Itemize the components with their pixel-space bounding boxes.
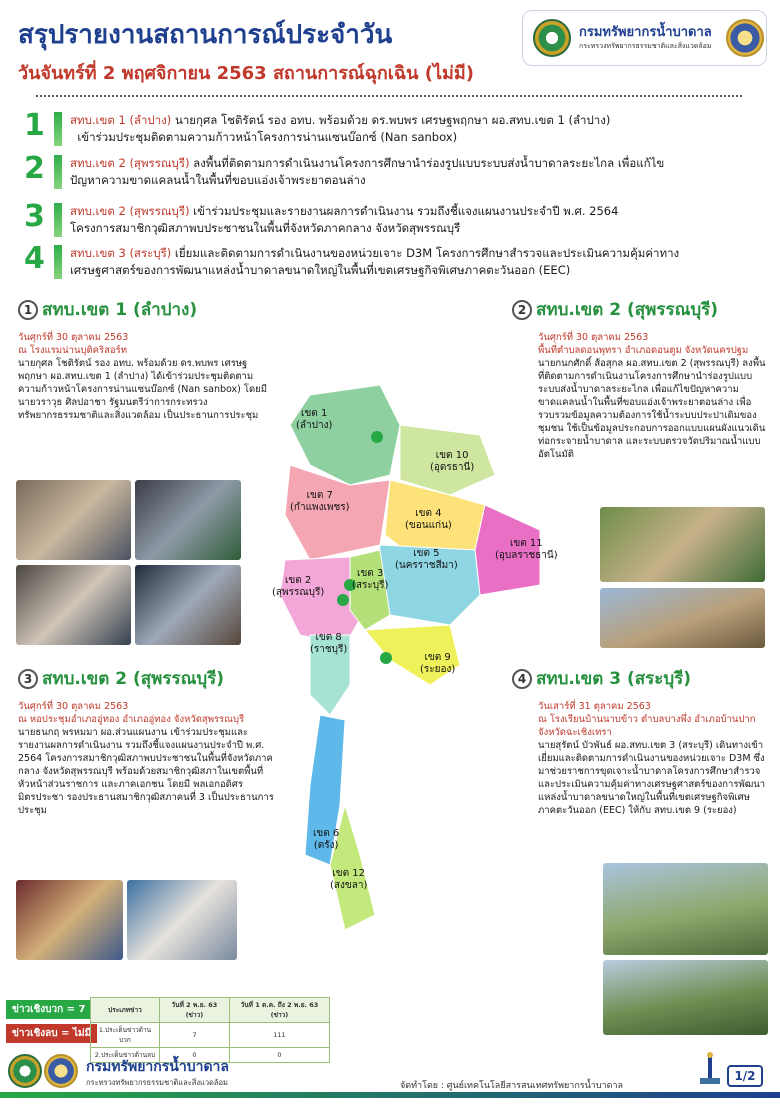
section-number-icon: 2 xyxy=(512,300,532,320)
zone-label: เขต 8 (ราชบุรี) xyxy=(310,632,348,655)
news-table xyxy=(90,997,330,1063)
section-place: ณ หอประชุมอำเภออู่ทอง อำเภออู่ทอง จังหวัดสุพรรณบุรี xyxy=(18,714,245,725)
summary-text: สทบ.เขต 3 (สระบุรี) เยี่ยมและติดตามการดำเนินงานของหน่วยเจาะ D3M โครงการศึกษาสำรวจและประเมินความคุ้มค่าทาง เศรษฐศาสตร์ของการพัฒนาแหล่งน้ำบาดาลขนาดใหญ่ในพื้นที่เขตเศรษฐกิจพิเศษภาคตะวันออก (EEC) xyxy=(70,246,680,277)
section-place: พื้นที่ตำบลดอนพุทรา อำเภอดอนตูม จังหวัดนครปฐม xyxy=(538,345,749,356)
zone-label: เขต 1 (ลำปาง) xyxy=(296,408,333,431)
zone-label: เขต 12 (สงขลา) xyxy=(330,868,368,891)
section-date: วันศุกร์ที่ 30 ตุลาคม 2563 xyxy=(18,701,129,712)
section-4 xyxy=(512,665,767,817)
summary-text: สทบ.เขต 2 (สุพรรณบุรี) ลงพื้นที่ติดตามการดำเนินงานโครงการศึกษานำร่องรูปแบบระบบส่งน้ำบาดาลระยะไกล เพื่อแก้ไข ปัญหาความขาดแคลนน้ำในพื้นที่ขอบแอ่งเจ้าพระยาตอนล่าง xyxy=(70,156,665,187)
section-body: นายกุศล โชติรัตน์ รอง อทบ. พร้อมด้วย ดร.พบพร เศรษฐพฤกษา ผอ.สทบ.เขต 1 (ลำปาง) ได้เข้าร่วมประชุมติดตามความก้าวหน้าโครงการน่านแซนบ๊อกซ์ (Nan sanbox) โดยมี นายวราวุธ ศิลปอาชา รัฐมนตรีว่าการกระทรวงทรัพยากรธรรมชาติและสิ่งแวดล้อม เป็นประธานการประชุม xyxy=(18,358,267,421)
section-place: ณ โรงเรียนบ้านนาบข้าว ตำบลบางพึ่ง อำเภอบ้านปากจังหวัดฉะเชิงเทรา xyxy=(538,714,756,738)
photo-meeting xyxy=(135,480,241,560)
zone-label: เขต 9 (ระยอง) xyxy=(420,652,456,675)
section-date: วันเสาร์ที่ 31 ตุลาคม 2563 xyxy=(538,701,651,712)
photo-site-visit xyxy=(600,588,765,648)
marker-1 xyxy=(371,431,383,443)
table-cell: 7 xyxy=(159,1023,229,1048)
photo-meeting xyxy=(16,880,123,960)
photo-meeting xyxy=(135,565,241,645)
section-2 xyxy=(512,296,767,461)
photo-meeting xyxy=(16,565,131,645)
section-1 xyxy=(18,296,268,422)
ministry-seal-icon xyxy=(726,19,764,57)
section-place: ณ โรงแรมน่านบุติคริสอร์ท xyxy=(18,345,128,356)
department-seal-icon xyxy=(8,1054,42,1088)
table-cell: 0 xyxy=(159,1048,229,1063)
photo-drilling xyxy=(603,960,768,1035)
org-logo-box xyxy=(522,10,767,66)
summary-number: 4 xyxy=(24,241,45,276)
table-header: วันที่ 2 พ.ย. 63 (ข่าว) xyxy=(159,998,229,1023)
zone-label: เขต 7 (กำแพงเพชร) xyxy=(290,490,350,513)
page-indicator: 1/2 xyxy=(727,1065,763,1087)
divider xyxy=(36,95,742,97)
marker-2 xyxy=(337,594,349,606)
section-body: นายสุรัตน์ บัวพันธ์ ผอ.สทบ.เขต 3 (สระบุรี) เดินทางเข้าเยี่ยมและติดตามการดำเนินงานของหน่วยเจาะ D3M ซึ่งมาช่วยราชการขุดเจาะน้ำบาดาลโครงการศึกษาสำรวจและประเมินความคุ้มค่าทางเศรษฐศาสตร์ของการพัฒนาแหล่งน้ำบาดาลขนาดใหญ่ในพื้นที่เขตเศรษฐกิจพิเศษภาคตะวันออก (EEC) ให้กับ สทบ.เขต 9 (ระยอง) xyxy=(538,740,766,816)
section-number-icon: 3 xyxy=(18,669,38,689)
section-date: วันศุกร์ที่ 30 ตุลาคม 2563 xyxy=(18,332,129,343)
summary-bar xyxy=(54,203,62,237)
section-body: นายธนกฤ พรหมมา ผอ.ส่วนแผนงาน เข้าร่วมประชุมและรายงานผลการดำเนินงาน รวมถึงชี้แจงแผนงานประจำปี พ.ศ. 2564 โครงการสมาชิกวุฒิสภาพบประชาชนในพื้นที่จังหวัดภาคกลาง จังหวัดสุพรรณบุรี พร้อมด้วยสมาชิกวุฒิสภาในเขตพื้นที่ หัวหน้าส่วนราชการ และภาคเอกชน โดยมี พลเอกอดิศร มิตรประชา รองประธานสมาชิกวุฒิสภาคนที่ 3 เป็นประธานการประชุม xyxy=(18,727,274,816)
summary-number: 3 xyxy=(24,199,45,234)
summary-bar xyxy=(54,112,62,146)
section-heading: 2 สทบ.เขต 2 (สุพรรณบุรี) xyxy=(512,296,767,323)
zone-label: เขต 4 (ขอนแก่น) xyxy=(405,508,452,531)
summary-item xyxy=(18,241,758,283)
photo-meeting xyxy=(16,480,131,560)
summary-item xyxy=(18,151,758,193)
marker-4 xyxy=(380,652,392,664)
zone-label: เขต 6 (ตรัง) xyxy=(313,828,340,851)
org-name: กรมทรัพยากรน้ำบาดาล xyxy=(579,25,712,40)
summary-text: สทบ.เขต 1 (ลำปาง) นายกุศล โชติรัตน์ รอง อทบ. พร้อมด้วย ดร.พบพร เศรษฐพฤกษา ผอ.สทบ.เขต 1 (ลำปาง) เข้าร่วมประชุมติดตามความก้าวหน้าโครงการน่านแซนบ๊อกซ์ (Nan sanbox) xyxy=(70,113,611,144)
photo-drilling xyxy=(603,863,768,955)
table-cell: 0 xyxy=(229,1048,329,1063)
negative-news-label: ข่าวเชิงลบ = ไม่มี xyxy=(6,1024,97,1043)
drilling-rig-icon xyxy=(698,1052,722,1086)
photo-meeting xyxy=(127,880,237,960)
page-title: สรุปรายงานสถานการณ์ประจำวัน xyxy=(18,20,393,50)
zone-label: เขต 10 (อุดรธานี) xyxy=(430,450,475,473)
summary-bar xyxy=(54,245,62,279)
table-cell: 1.ประเด็นข่าวด้านบวก xyxy=(91,1023,160,1048)
footer-bar xyxy=(0,1092,780,1098)
footer-org-subtitle: กระทรวงทรัพยากรธรรมชาติและสิ่งแวดล้อม xyxy=(86,1078,228,1087)
zone-label: เขต 11 (อุบลราชธานี) xyxy=(495,538,558,561)
section-3 xyxy=(18,665,280,817)
summary-number: 2 xyxy=(24,151,45,186)
section-date: วันศุกร์ที่ 30 ตุลาคม 2563 xyxy=(538,332,649,343)
summary-item xyxy=(18,108,758,150)
zone-label: เขต 5 (นครราชสีมา) xyxy=(395,548,458,571)
section-body: นายกนกศักดิ์ ส้อสุกล ผอ.สทบ.เขต 2 (สุพรรณบุรี) ลงพื้นที่ติดตามการดำเนินงานโครงการศึกษานำร่องรูปแบบระบบส่งน้ำบาดาลระยะไกล เพื่อแก้ไขปัญหาความขาดแคลนน้ำในพื้นที่ขอบแอ่งเจ้าพระยาตอนล่าง เพื่อรวบรวมข้อมูลความต้องการใช้น้ำระบบประปาเดิมของชุมชน ใช้เป็นข้อมูลประกอบการออกแบบแผนผังแนวเดินท่อกระจายน้ำบาดาล และระบบตรวจวัดปริมาณน้ำแบบอัตโนมัติ xyxy=(538,358,766,460)
table-cell: 2.ประเด็นข่าวด้านลบ xyxy=(91,1048,160,1063)
page-subtitle: วันจันทร์ที่ 2 พฤศจิกายน 2563 สถานการณ์ฉุกเฉิน (ไม่มี) xyxy=(18,63,474,84)
table-cell: 111 xyxy=(229,1023,329,1048)
summary-bar xyxy=(54,155,62,189)
ministry-seal-icon xyxy=(44,1054,78,1088)
section-number-icon: 4 xyxy=(512,669,532,689)
footer-org-name: กรมทรัพยากรน้ำบาดาล xyxy=(86,1059,229,1075)
table-header: ประเภทข่าว xyxy=(91,998,160,1023)
zone-label: เขต 2 (สุพรรณบุรี) xyxy=(272,575,325,598)
table-header: วันที่ 1 ต.ค. ถึง 2 พ.ย. 63 (ข่าว) xyxy=(229,998,329,1023)
summary-number: 1 xyxy=(24,108,45,143)
section-heading: 1 สทบ.เขต 1 (ลำปาง) xyxy=(18,296,268,323)
footer-credit: จัดทำโดย : ศูนย์เทคโนโลยีสารสนเทศทรัพยากรน้ำบาดาล xyxy=(400,1081,624,1091)
table-row xyxy=(91,1023,330,1048)
positive-news-label: ข่าวเชิงบวก = 7 xyxy=(6,1000,91,1019)
section-heading: 4 สทบ.เขต 3 (สระบุรี) xyxy=(512,665,767,692)
table-header-row xyxy=(91,998,330,1023)
zone-label: เขต 3 (สระบุรี) xyxy=(352,568,389,591)
photo-site-visit xyxy=(600,507,765,582)
thailand-map xyxy=(250,385,550,945)
section-number-icon: 1 xyxy=(18,300,38,320)
department-seal-icon xyxy=(533,19,571,57)
summary-item xyxy=(18,199,758,241)
section-heading: 3 สทบ.เขต 2 (สุพรรณบุรี) xyxy=(18,665,280,692)
summary-text: สทบ.เขต 2 (สุพรรณบุรี) เข้าร่วมประชุมและรายงานผลการดำเนินงาน รวมถึงชี้แจงแผนงานประจำปี พ.ศ. 2564 โครงการสมาชิกวุฒิสภาพบประชาชนในพื้นที่จังหวัดภาคกลาง จังหวัดสุพรรณบุรี xyxy=(70,204,619,235)
org-subtitle: กระทรวงทรัพยากรธรรมชาติและสิ่งแวดล้อม xyxy=(579,42,712,50)
